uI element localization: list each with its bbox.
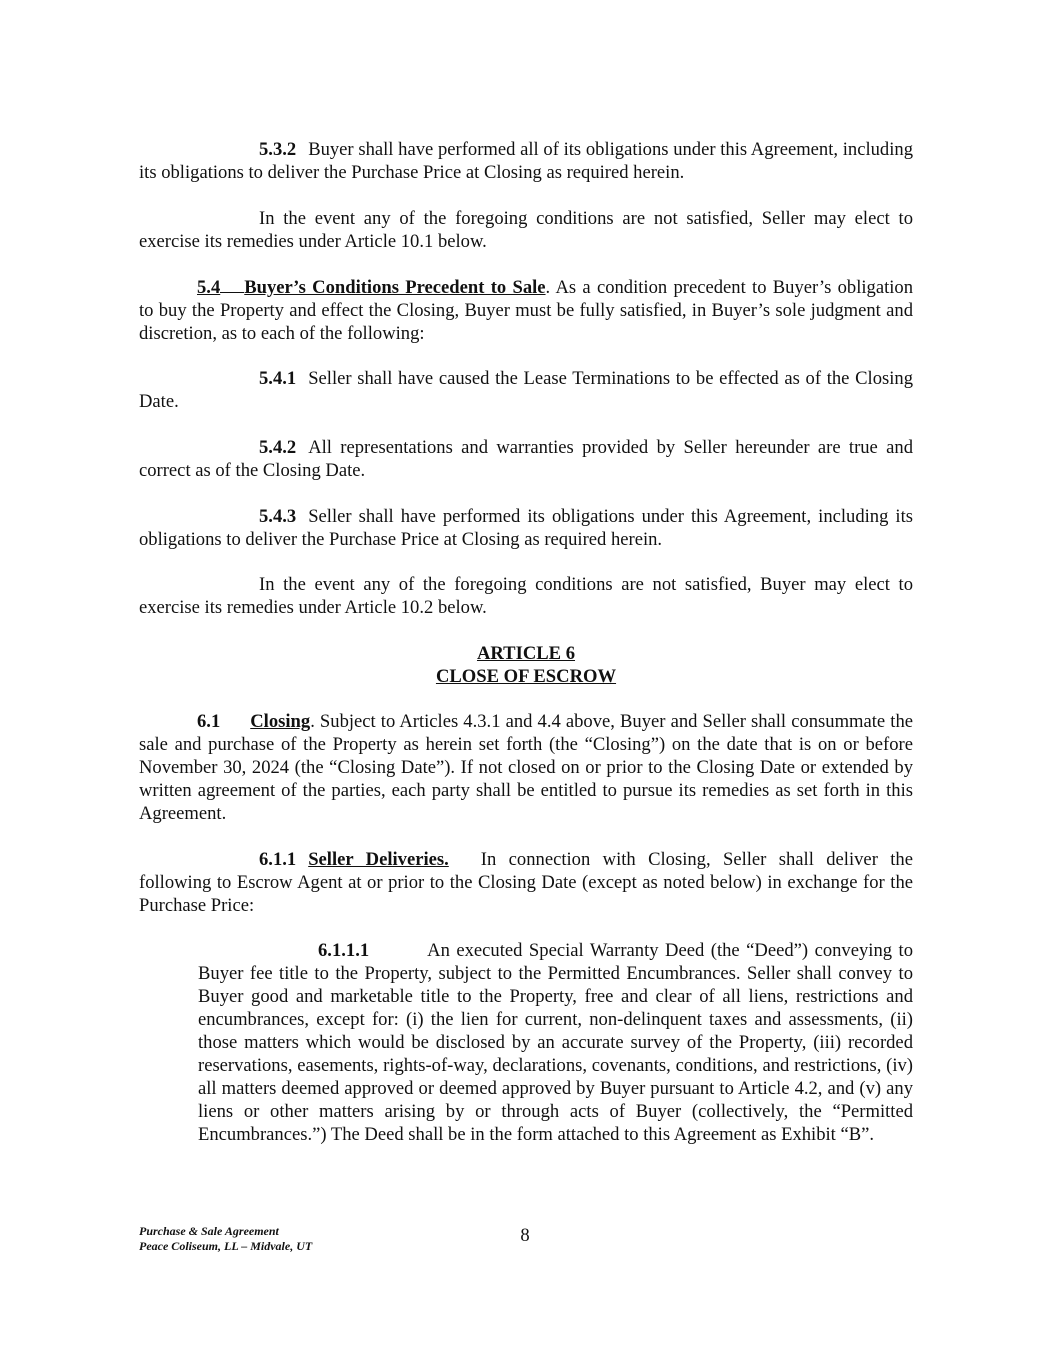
clause-text: In connection with Closing, Seller shall deliver the following to Escrow Agent at or prior to the Closing Date (except as noted below) in exchange for the Purchase Price: [139,849,913,916]
article-heading [139,642,913,688]
clause-number: 6.1.1 [259,849,297,870]
clause-text: Buyer shall have performed all of its obligations under this Agreement, including its obligations to deliver the Purchase Price at Closing as required herein. [139,139,913,183]
clause-6-1-1 [139,848,913,917]
paragraph-text: In the event any of the foregoing conditions are not satisfied, Buyer may elect to exercise its remedies under Article 10.2 below. [139,574,913,618]
clause-5-3-2 [139,138,913,184]
section-text: . Subject to Articles 4.3.1 and 4.4 above, Buyer and Seller shall consummate the sale and purchase of the Property as herein set forth (the “Closing”) on the date that is on or before November 30, 2024 (the “Closing Date”). If not closed on or prior to the Closing Date or extended by written agreement of the parties, each party shall be entitled to pursue its remedies as set forth in this Agreement. [139,711,913,824]
footer-property: Peace Coliseum, LL – Midvale, UT [139,1239,313,1253]
clause-number: 5.4.3 [259,506,297,527]
section-text: . As a condition precedent to Buyer’s obligation to buy the Property and effect the Closing, Buyer must be fully satisfied, in Buyer’s sole judgment and discretion, as to each of the following: [139,277,913,344]
section-title: Buyer’s Conditions Precedent to Sale [244,277,546,298]
section-title: Closing [250,711,311,732]
article-number: ARTICLE 6 [476,643,576,664]
buyer-remedies-paragraph [139,573,913,619]
clause-text: An executed Special Warranty Deed (the “Deed”) conveying to Buyer fee title to the Property, subject to the Permitted Encumbrances. Seller shall convey to Buyer good and marketable title to the Property, free and clear of all liens, restrictions and encumbrances, except for: (i) the lien for current, non-delinquent taxes and assessments, (ii) those matters which would be disclosed by an accurate survey of the Property, (iii) recorded reservations, easements, rights-of-way, declarations, covenants, conditions, and restrictions, (iv) all matters deemed approved or deemed approved by Buyer pursuant to Article 4.2, and (v) any liens or other matters arising by or through acts of Buyer (collectively, the “Permitted Encumbrances.”) The Deed shall be in the form attached to this Agreement as Exhibit “B”. [198,940,913,1145]
clause-title: Seller Deliveries. [308,849,449,870]
footer-title: Purchase & Sale Agreement [139,1224,279,1238]
seller-remedies-paragraph [139,207,913,253]
clause-text: Seller shall have caused the Lease Terminations to be effected as of the Closing Date. [139,368,913,412]
article-title: CLOSE OF ESCROW [435,666,617,687]
clause-6-1-1-1 [198,939,913,1146]
paragraph-text: In the event any of the foregoing conditions are not satisfied, Seller may elect to exercise its remedies under Article 10.1 below. [139,208,913,252]
clause-text: All representations and warranties provided by Seller hereunder are true and correct as of the Closing Date. [139,437,913,481]
clause-number: 5.4.1 [259,368,297,389]
section-6-1 [139,710,913,825]
clause-5-4-2 [139,436,913,482]
section-5-4 [139,276,913,345]
footer-document-info [139,1224,312,1254]
clause-number: 5.4.2 [259,437,297,458]
clause-text: Seller shall have performed its obligations under this Agreement, including its obligations to deliver the Purchase Price at Closing as required herein. [139,506,913,550]
clause-number: 5.3.2 [259,139,297,160]
section-number: 5.4 [197,277,221,298]
clause-number: 6.1.1.1 [318,940,370,961]
page-number: 8 [520,1225,530,1246]
section-number: 6.1 [197,711,221,732]
clause-5-4-1 [139,367,913,413]
clause-5-4-3 [139,505,913,551]
